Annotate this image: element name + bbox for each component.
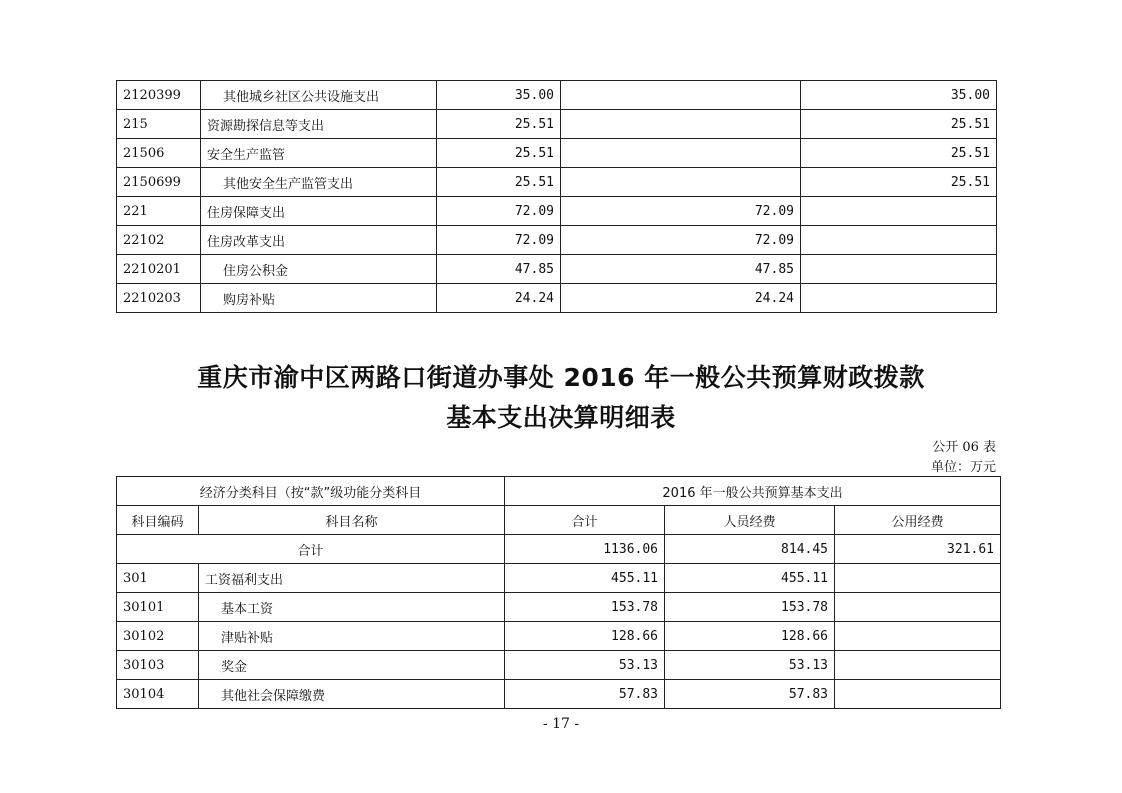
personnel-value: 455.11 [665,564,835,593]
table-row [117,81,997,110]
subject-code: 2120399 [117,81,201,110]
basic-value [561,168,801,197]
total-value: 47.85 [437,255,561,284]
top-expenditure-table [116,80,997,313]
table-row [117,168,997,197]
total-value: 24.24 [437,284,561,313]
public-value [835,622,1001,651]
subject-code: 30101 [117,593,199,622]
subject-name: 工资福利支出 [199,564,505,593]
project-value: 35.00 [801,81,997,110]
total-value: 72.09 [437,226,561,255]
header-group-row [117,477,1001,506]
basic-value: 72.09 [561,226,801,255]
personnel-value: 128.66 [665,622,835,651]
subject-code: 2150699 [117,168,201,197]
table-row [117,255,997,284]
subject-name: 其他社会保障缴费 [199,680,505,709]
project-value [801,226,997,255]
table-row [117,680,1001,709]
subject-code: 215 [117,110,201,139]
header-public: 公用经费 [835,506,1001,535]
total-value: 53.13 [505,651,665,680]
report-title-line2: 基本支出决算明细表 [446,403,676,432]
subject-code: 2210203 [117,284,201,313]
header-economic-classification: 经济分类科目（按“款”级功能分类科目 [117,477,505,506]
total-value: 25.51 [437,110,561,139]
total-label: 合计 [117,535,505,564]
project-value: 25.51 [801,168,997,197]
table-row [117,593,1001,622]
subject-name: 安全生产监管 [201,139,437,168]
project-value: 25.51 [801,110,997,139]
subject-name: 住房改革支出 [201,226,437,255]
basic-value: 24.24 [561,284,801,313]
subject-code: 21506 [117,139,201,168]
personnel-value: 53.13 [665,651,835,680]
subject-name: 津贴补贴 [199,622,505,651]
subject-code: 30103 [117,651,199,680]
total-value: 1136.06 [505,535,665,564]
basic-value [561,139,801,168]
personnel-value: 153.78 [665,593,835,622]
subject-code: 22102 [117,226,201,255]
header-budget-basic-expenditure: 2016 年一般公共预算基本支出 [505,477,1001,506]
table-row [117,651,1001,680]
total-value: 128.66 [505,622,665,651]
basic-value: 72.09 [561,197,801,226]
page-number: - 17 - [542,716,580,732]
total-value: 153.78 [505,593,665,622]
public-value [835,593,1001,622]
report-title-line1: 重庆市渝中区两路口街道办事处 2016 年一般公共预算财政拨款 [197,363,925,392]
subject-code: 221 [117,197,201,226]
total-value: 25.51 [437,168,561,197]
subject-name: 资源勘探信息等支出 [201,110,437,139]
table-row [117,139,997,168]
personnel-value: 814.45 [665,535,835,564]
header-personnel: 人员经费 [665,506,835,535]
total-value: 35.00 [437,81,561,110]
public-value [835,680,1001,709]
unit-label: 单位：万元 [930,460,996,475]
project-value [801,197,997,226]
table-row [117,564,1001,593]
basic-value: 47.85 [561,255,801,284]
total-row [117,535,1001,564]
total-value: 57.83 [505,680,665,709]
subject-name: 基本工资 [199,593,505,622]
subject-code: 2210201 [117,255,201,284]
public-value [835,651,1001,680]
project-value [801,284,997,313]
subject-name: 其他安全生产监管支出 [201,168,437,197]
header-total: 合计 [505,506,665,535]
form-number: 公开 06 表 [932,440,996,455]
public-value [835,564,1001,593]
subject-code: 301 [117,564,199,593]
table-row [117,284,997,313]
subject-code: 30102 [117,622,199,651]
subject-name: 其他城乡社区公共设施支出 [201,81,437,110]
table-row [117,622,1001,651]
table-row [117,226,997,255]
header-subject-code: 科目编码 [117,506,199,535]
header-column-row [117,506,1001,535]
personnel-value: 57.83 [665,680,835,709]
total-value: 72.09 [437,197,561,226]
project-value [801,255,997,284]
subject-name: 住房公积金 [201,255,437,284]
subject-name: 购房补贴 [201,284,437,313]
project-value: 25.51 [801,139,997,168]
total-value: 25.51 [437,139,561,168]
basic-expenditure-table [116,476,1001,709]
public-value: 321.61 [835,535,1001,564]
basic-value [561,110,801,139]
table-row [117,197,997,226]
header-subject-name: 科目名称 [199,506,505,535]
total-value: 455.11 [505,564,665,593]
table-row [117,110,997,139]
subject-code: 30104 [117,680,199,709]
subject-name: 奖金 [199,651,505,680]
subject-name: 住房保障支出 [201,197,437,226]
basic-value [561,81,801,110]
